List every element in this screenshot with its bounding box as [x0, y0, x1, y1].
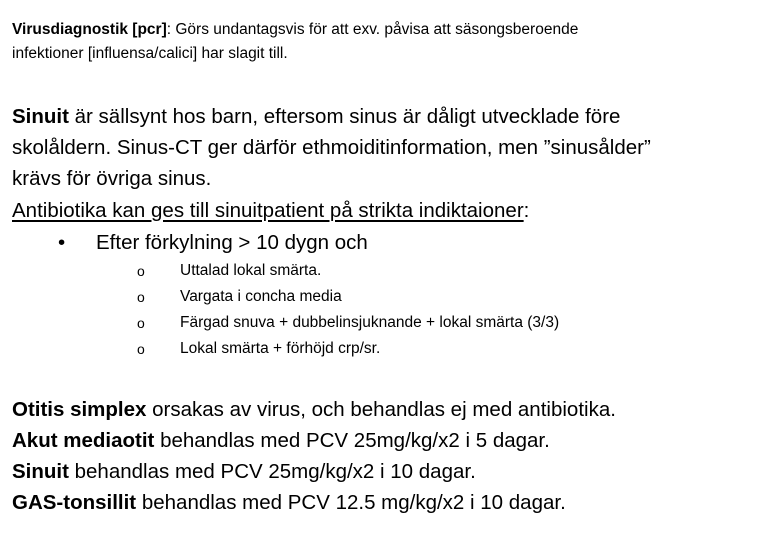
treatment-text: behandlas med PCV 25mg/kg/x2 i 10 dagar. [68, 460, 476, 483]
antibiotics-heading [12, 195, 529, 226]
bullet-marker: • [58, 231, 66, 254]
treatment-line [12, 394, 616, 425]
treatment-term: Sinuit [12, 460, 69, 483]
sinuit-term: Sinuit [12, 105, 69, 128]
sinuit-line-2: skolåldern. Sinus-CT ger därför ethmoiditinformation, men ”sinusålder” [12, 136, 651, 159]
sub-item-text: Vargata i concha media [180, 288, 342, 305]
sub-item-marker: o [137, 341, 145, 357]
antibiotics-heading-colon: : [523, 199, 530, 222]
treatment-text: behandlas med PCV 25mg/kg/x2 i 5 dagar. [154, 429, 550, 452]
treatment-text: orsakas av virus, och behandlas ej med antibiotika. [146, 398, 616, 421]
treatment-line [12, 456, 476, 487]
sinuit-line-1-text: är sällsynt hos barn, eftersom sinus är dåligt utvecklade före [68, 105, 621, 128]
intro-term: Virusdiagnostik [pcr] [12, 21, 167, 38]
sinuit-line-3: krävs för övriga sinus. [12, 167, 212, 190]
intro-line-1 [12, 19, 578, 41]
sinuit-line-1 [12, 101, 620, 132]
sub-item-text: Färgad snuva + dubbelinsjuknande + lokal smärta (3/3) [180, 314, 560, 331]
intro-line-2: infektioner [influensa/calici] har slagit till. [12, 45, 288, 62]
treatment-text: behandlas med PCV 12.5 mg/kg/x2 i 10 dagar. [136, 491, 566, 514]
bullet-text: Efter förkylning > 10 dygn och [96, 231, 368, 254]
treatment-term: Otitis simplex [12, 398, 147, 421]
intro-line-1-text: : Görs undantagsvis för att exv. påvisa att säsongsberoende [166, 21, 579, 38]
sub-item-marker: o [137, 315, 145, 331]
sub-item-text: Uttalad lokal smärta. [180, 262, 322, 279]
treatment-line [12, 425, 550, 456]
treatment-term: Akut mediaotit [12, 429, 155, 452]
sub-item-marker: o [137, 289, 145, 305]
treatment-term: GAS-tonsillit [12, 491, 137, 514]
treatment-line [12, 487, 566, 518]
sub-item-text: Lokal smärta + förhöjd crp/sr. [180, 340, 381, 357]
antibiotics-heading-underlined: Antibiotika kan ges till sinuitpatient på strikta indiktaioner [12, 199, 524, 222]
sub-item-marker: o [137, 263, 145, 279]
